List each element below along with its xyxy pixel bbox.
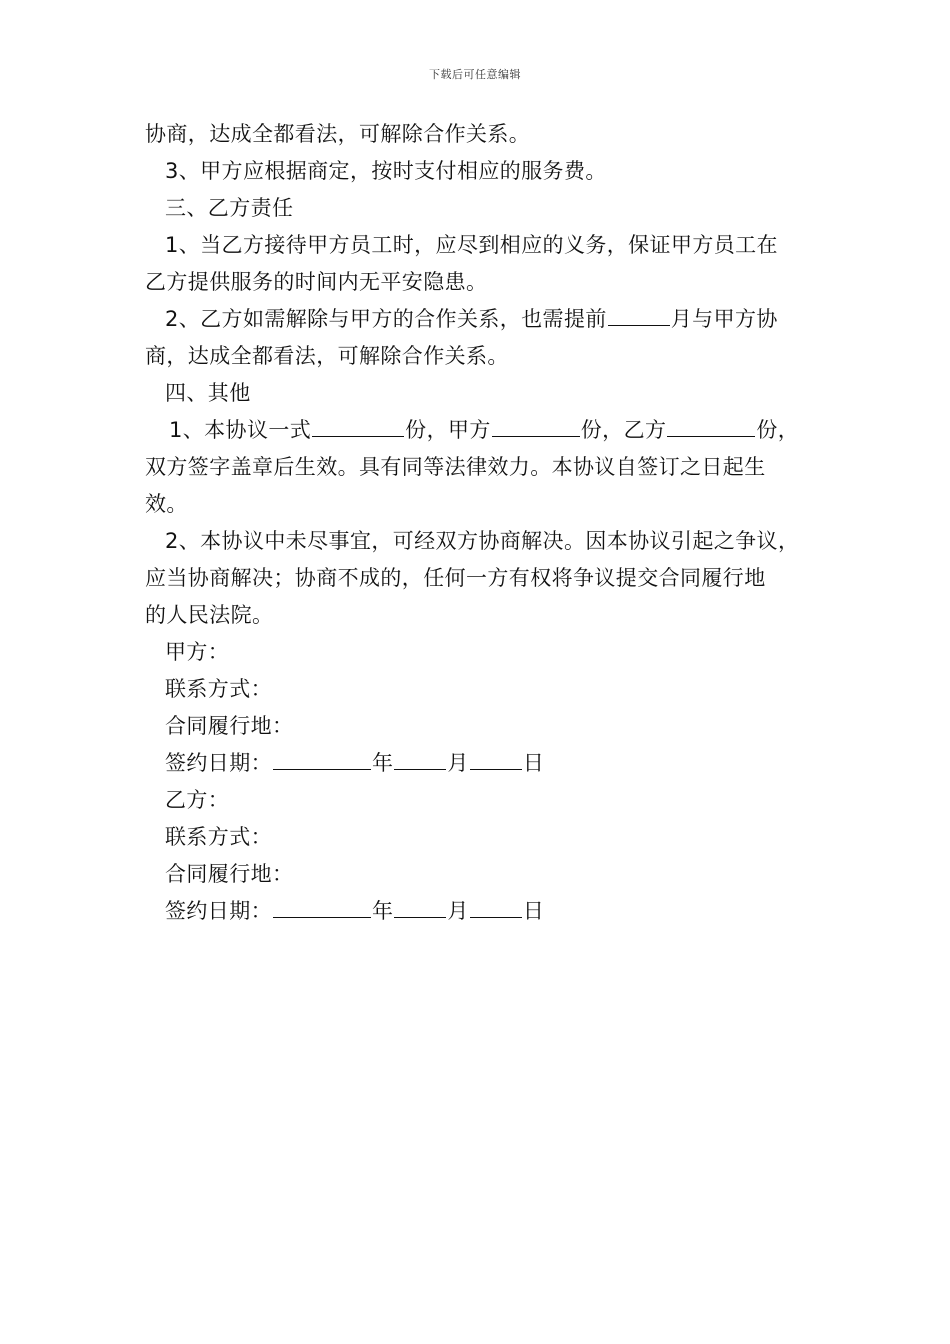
clause-text: 份，甲方 bbox=[405, 418, 491, 442]
year-label: 年 bbox=[372, 751, 394, 775]
clause-4-1 bbox=[145, 412, 815, 449]
clause-text: 2、乙方如需解除与甲方的合作关系，也需提前 bbox=[165, 307, 607, 331]
party-a-signing-date bbox=[145, 745, 815, 782]
months-notice-blank[interactable] bbox=[608, 301, 670, 326]
total-copies-blank[interactable] bbox=[312, 412, 404, 437]
clause-text: 份， bbox=[756, 418, 800, 442]
paragraph-line: 双方签字盖章后生效。具有同等法律效力。本协议自签订之日起生 bbox=[145, 455, 766, 479]
clause-text: 份，乙方 bbox=[580, 418, 667, 442]
party-b-signing-date bbox=[145, 893, 815, 930]
clause-3-1: 1、当乙方接待甲方员工时，应尽到相应的义务，保证甲方员工在 bbox=[165, 233, 778, 257]
paragraph-line: 乙方提供服务的时间内无平安隐患。 bbox=[145, 270, 488, 294]
date-label: 签约日期： bbox=[165, 899, 272, 923]
party-b-place: 合同履行地： bbox=[165, 862, 294, 886]
section-heading-party-b-duties: 三、乙方责任 bbox=[165, 196, 294, 220]
day-blank[interactable] bbox=[470, 893, 522, 918]
paragraph-line: 应当协商解决；协商不成的，任何一方有权将争议提交合同履行地 bbox=[145, 566, 766, 590]
clause-text: 1、本协议一式 bbox=[169, 418, 312, 442]
month-blank[interactable] bbox=[394, 893, 446, 918]
party-a-label: 甲方： bbox=[165, 640, 230, 664]
clause-text: 月与甲方协 bbox=[670, 307, 778, 331]
paragraph-line: 的人民法院。 bbox=[145, 603, 274, 627]
day-blank[interactable] bbox=[470, 745, 522, 770]
clause-2-3: 3、甲方应根据商定，按时支付相应的服务费。 bbox=[165, 159, 607, 183]
year-label: 年 bbox=[372, 899, 394, 923]
date-label: 签约日期： bbox=[165, 751, 272, 775]
party-a-contact: 联系方式： bbox=[165, 677, 272, 701]
party-a-copies-blank[interactable] bbox=[492, 412, 580, 437]
page-header-note: 下载后可任意编辑 bbox=[429, 68, 521, 81]
party-b-copies-blank[interactable] bbox=[667, 412, 755, 437]
section-heading-other: 四、其他 bbox=[165, 381, 251, 405]
month-blank[interactable] bbox=[394, 745, 446, 770]
paragraph-line: 协商，达成全都看法，可解除合作关系。 bbox=[145, 122, 531, 146]
clause-3-2 bbox=[145, 301, 815, 338]
party-b-contact: 联系方式： bbox=[165, 825, 272, 849]
party-b-label: 乙方： bbox=[165, 788, 230, 812]
paragraph-line: 效。 bbox=[145, 492, 188, 516]
day-label: 日 bbox=[522, 899, 545, 923]
year-blank[interactable] bbox=[273, 745, 371, 770]
day-label: 日 bbox=[522, 751, 545, 775]
paragraph-line: 商，达成全都看法，可解除合作关系。 bbox=[145, 344, 509, 368]
year-blank[interactable] bbox=[273, 893, 371, 918]
document-body bbox=[145, 116, 815, 930]
month-label: 月 bbox=[447, 899, 469, 923]
party-a-place: 合同履行地： bbox=[165, 714, 294, 738]
clause-4-2: 2、本协议中未尽事宜，可经双方协商解决。因本协议引起之争议， bbox=[165, 529, 800, 553]
month-label: 月 bbox=[447, 751, 469, 775]
